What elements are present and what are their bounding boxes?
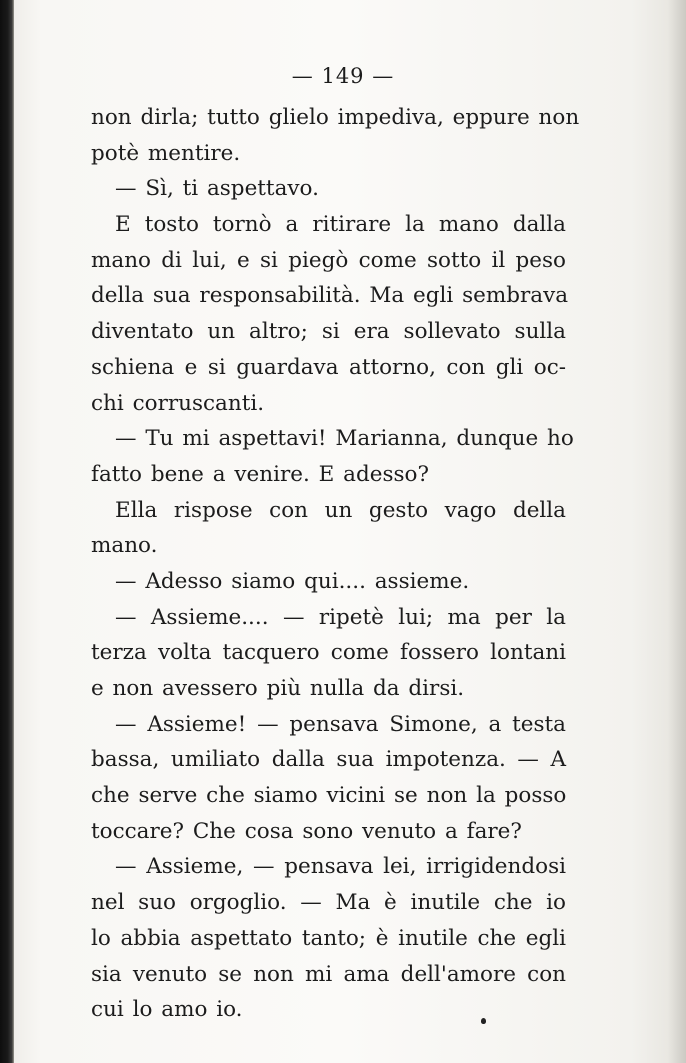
text-line: e non avessero più nulla da dirsi. (91, 676, 465, 701)
text-line: schiena e si guardava attorno, con gli oc- (91, 354, 566, 380)
page-edge-shadow (668, 0, 686, 1063)
text-line: bassa, umiliato dalla sua impotenza. — A (91, 747, 566, 773)
printing-mark (481, 1018, 486, 1024)
text-line: cui lo amo io. (91, 997, 243, 1023)
text-line: — Sì, ti aspettavo. (115, 176, 319, 202)
text-line: — Tu mi aspettavi! Marianna, dunque ho (115, 426, 574, 452)
text-line: — Assieme! — pensava Simone, a testa (115, 711, 566, 737)
text-line: diventato un altro; si era sollevato sulla (91, 319, 566, 345)
text-line: toccare? Che cosa sono venuto a fare? (91, 818, 522, 844)
text-line: terza volta tacquero come fossero lontani (91, 640, 566, 666)
text-line: — Assieme.... — ripetè lui; ma per la (115, 604, 566, 630)
text-line: mano di lui, e si piegò come sotto il peso (91, 247, 566, 273)
text-line: E tosto tornò a ritirare la mano dalla (115, 212, 566, 238)
text-line: non dirla; tutto glielo impediva, eppure non (91, 105, 580, 130)
text-line: fatto bene a venire. E adesso? (91, 461, 430, 487)
text-line: potè mentire. (91, 140, 241, 166)
text-line: sia venuto se non mi ama dell'amore con (91, 961, 566, 987)
page-number: — 149 — (291, 64, 395, 88)
text-line: nel suo orgoglio. — Ma è inutile che io (91, 890, 566, 916)
text-line: chi corruscanti. (91, 390, 265, 416)
body-text (91, 100, 580, 1028)
text-line: mano. (91, 533, 158, 559)
book-spine-edge (0, 0, 14, 1063)
text-line: che serve che siamo vicini se non la posso (91, 783, 567, 809)
text-line: — Assieme, — pensava lei, irrigidendosi (115, 854, 566, 880)
text-line: lo abbia aspettato tanto; è inutile che egli (91, 925, 566, 951)
text-line: — Adesso siamo qui.... assieme. (115, 568, 470, 594)
text-line: della sua responsabilità. Ma egli sembrava (91, 283, 569, 309)
text-line: Ella rispose con un gesto vago della (115, 497, 566, 523)
